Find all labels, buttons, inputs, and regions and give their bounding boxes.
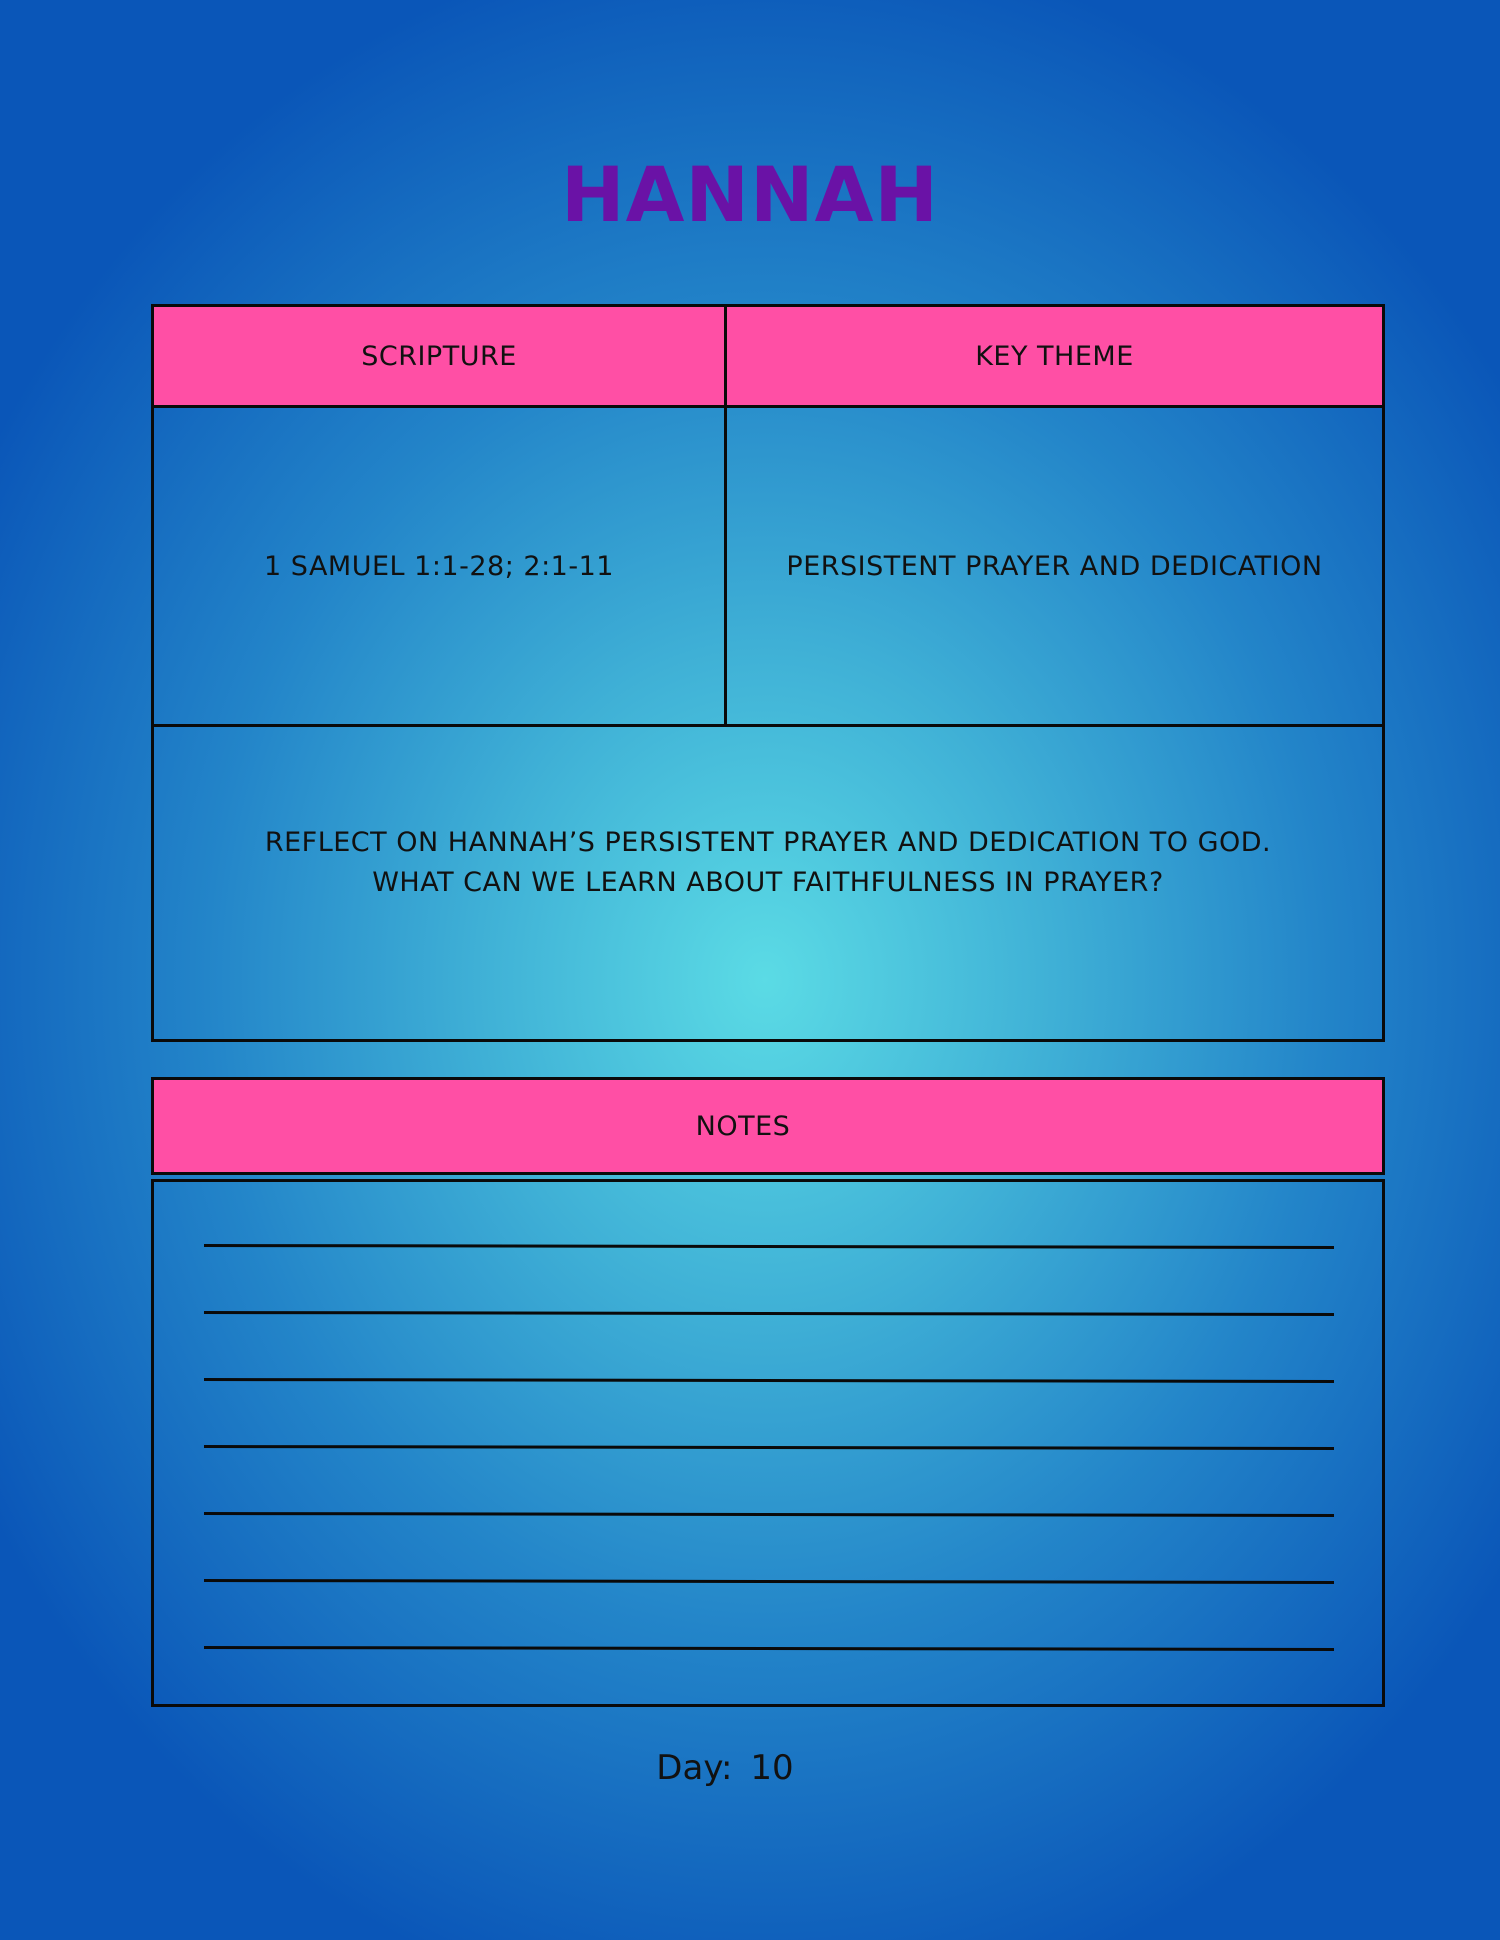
reflection-prompt bbox=[154, 727, 1382, 1039]
note-line bbox=[204, 1378, 1334, 1383]
note-line bbox=[204, 1512, 1334, 1517]
notes-area[interactable] bbox=[151, 1179, 1385, 1707]
day-value: 10 bbox=[750, 1748, 794, 1788]
page-title: HANNAH bbox=[560, 150, 940, 239]
note-line bbox=[204, 1311, 1334, 1316]
study-table bbox=[151, 304, 1385, 1042]
note-line bbox=[204, 1244, 1334, 1249]
notes-header: NOTES bbox=[151, 1077, 1385, 1175]
reflection-line-1: REFLECT ON HANNAH’S PERSISTENT PRAYER AND DEDICATION TO GOD. bbox=[264, 827, 1272, 858]
note-line bbox=[204, 1646, 1334, 1651]
key-theme-value: PERSISTENT PRAYER AND DEDICATION bbox=[786, 550, 1323, 582]
scripture-header: SCRIPTURE bbox=[154, 307, 724, 405]
note-line bbox=[204, 1445, 1334, 1450]
reflection-line-2: WHAT CAN WE LEARN ABOUT FAITHFULNESS IN PRAYER? bbox=[372, 867, 1164, 898]
note-line bbox=[204, 1579, 1334, 1584]
scripture-value: 1 SAMUEL 1:1-28; 2:1-11 bbox=[264, 550, 614, 582]
day-label: Day: bbox=[656, 1748, 733, 1788]
day-footer bbox=[0, 1748, 1450, 1788]
key-theme-header: KEY THEME bbox=[727, 307, 1382, 405]
